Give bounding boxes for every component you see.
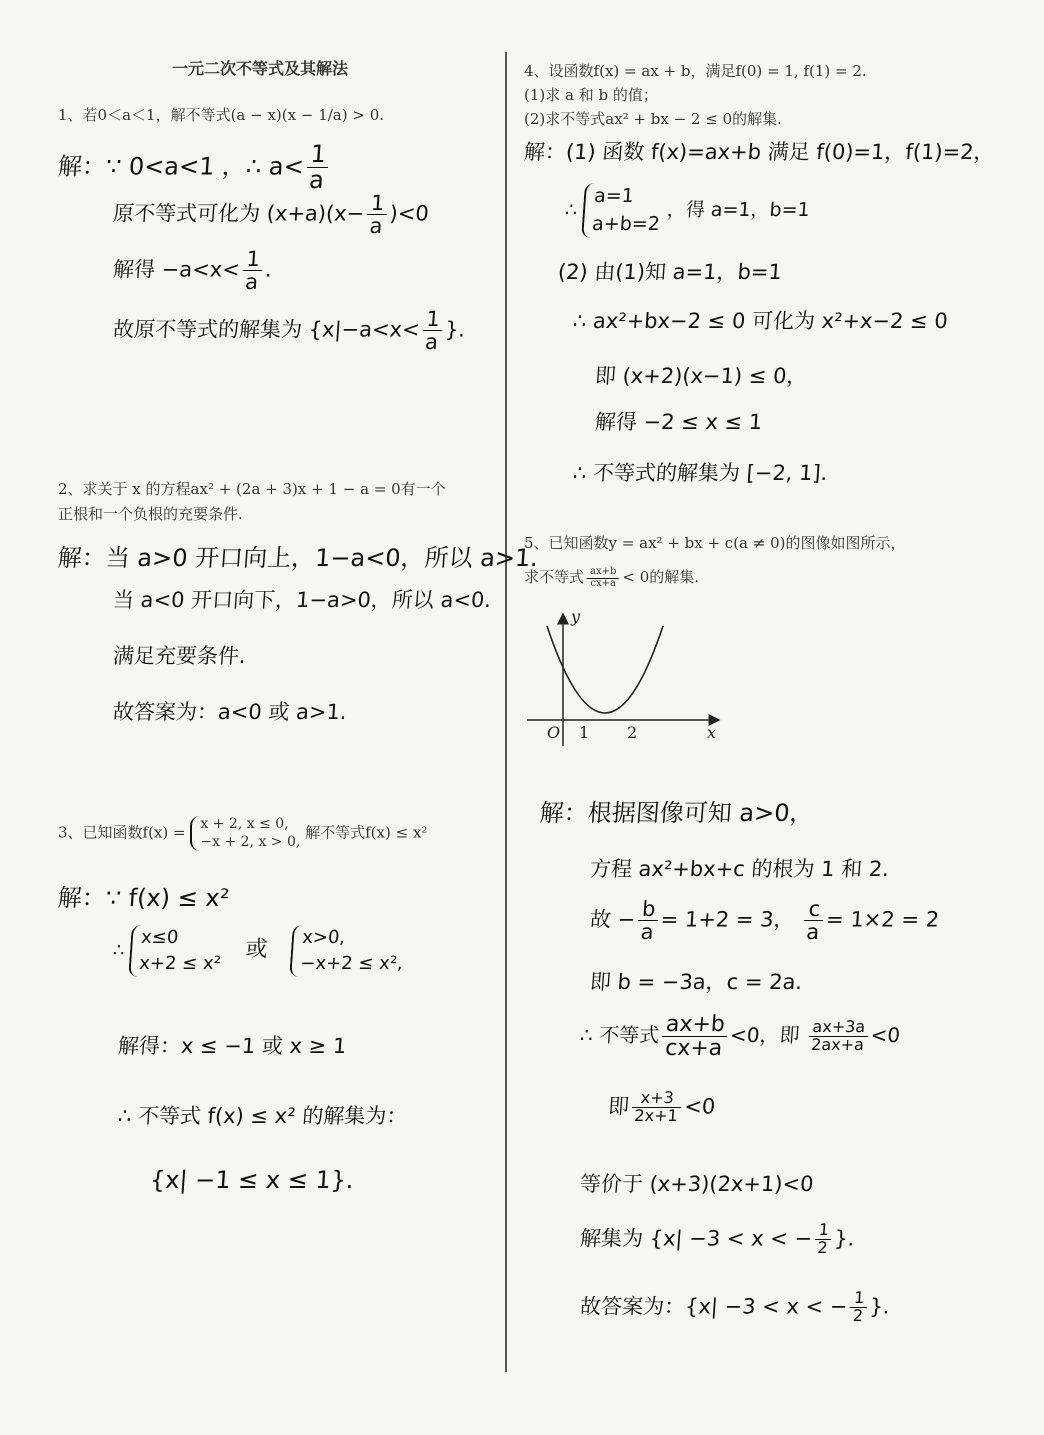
p1-solution-line-2: 原不等式可化为 (x+a)(x− $\frac{1}{a}$ )<0 <box>112 191 430 239</box>
p2-solution-line-2: 当 a<0 开口向下，1−a>0，所以 a<0. <box>112 588 492 612</box>
column-divider <box>505 52 507 1372</box>
parabola-graph <box>523 608 723 748</box>
p2-solution-line-3: 满足充要条件. <box>112 644 247 668</box>
p5-solution-line-4: 即 b = −3a，c = 2a. <box>589 970 803 994</box>
p4-solution-line-6: 解得 −2 ≤ x ≤ 1 <box>594 410 764 434</box>
p3-solution-line-4: ∴ 不等式 f(x) ≤ x² 的解集为： <box>117 1104 409 1128</box>
y-axis-label: y <box>571 608 581 626</box>
p3-solution-line-5: {x| −1 ≤ x ≤ 1}. <box>149 1166 355 1194</box>
problem-2-question-line-2: 正根和一个负根的充要条件. <box>58 505 243 523</box>
p4-solution-line-7: ∴ 不等式的解集为 [−2, 1]. <box>572 461 829 485</box>
problem-5-question-line-1: 5、已知函数y = ax² + bx + c(a ≠ 0)的图像如图所示， <box>524 534 906 552</box>
x-axis-label: x <box>707 723 717 742</box>
problem-1-question: 1、若0＜a＜1，解不等式(a − x)(x − 1/a) > 0. <box>58 106 385 124</box>
p5-solution-line-8: 解集为 {x| −3 < x < − $\frac{1}{2}$ }. <box>579 1220 856 1257</box>
parabola-curve <box>547 626 663 713</box>
p5-solution-line-1: 解：根据图像可知 a>0， <box>538 799 815 827</box>
p5-solution-line-6: 即 $\frac{x+3}{2x+1}$ <0 <box>607 1088 717 1125</box>
origin-label: O <box>547 723 561 742</box>
p5-solution-line-3: 故 − $\frac{b}{a}$ = 1+2 = 3， $\frac{c}{a}$ = 1×2 = 2 <box>589 897 940 945</box>
problem-4-question-line-2: (1)求 a 和 b 的值； <box>524 86 658 104</box>
p4-solution-line-2: ∴ a=1 a+b=2 ，得 a=1，b=1 <box>563 183 811 238</box>
p1-solution-line-4: 故原不等式的解集为 {x|−a<x< $\frac{1}{a}$ }. <box>112 307 466 355</box>
p1-solution-line-1: 解：∵ 0<a<1 ，∴ a< $\frac{1}{a}$ <box>56 142 333 193</box>
p3-solution-line-2: ∴ x≤0 x+2 ≤ x² 或 x>0, −x+2 ≤ x², <box>111 925 405 977</box>
p5-solution-line-9: 故答案为：{x| −3 < x < − $\frac{1}{2}$ }. <box>579 1288 891 1325</box>
p5-solution-line-5: ∴ 不等式 $\frac{ax+b}{cx+a}$ <0，即 $\frac{ax+3a}{2ax+a}$ <0 <box>579 1012 901 1062</box>
p2-solution-line-4: 故答案为：a<0 或 a>1. <box>112 700 348 724</box>
p5-solution-line-2: 方程 ax²+bx+c 的根为 1 和 2. <box>589 857 890 881</box>
p4-solution-line-1: 解：(1) 函数 f(x)=ax+b 满足 f(0)=1，f(1)=2， <box>523 140 996 164</box>
problem-4-question-line-1: 4、设函数f(x) = ax + b，满足f(0) = 1, f(1) = 2. <box>524 62 867 80</box>
p3-solution-line-1: 解：∵ f(x) ≤ x² <box>56 884 231 912</box>
problem-5-question-line-2: 求不等式 $\frac{ax+b}{cx+a}$ < 0的解集. <box>524 566 700 589</box>
p2-solution-line-1: 解：当 a>0 开口向上，1−a<0，所以 a>1. <box>56 544 539 572</box>
page-title: 一元二次不等式及其解法 <box>172 59 349 78</box>
problem-3-question: 3、已知函数f(x) = x + 2, x ≤ 0, −x + 2, x > 0, 解不等式f(x) ≤ x² <box>58 816 428 850</box>
tick-label-2: 2 <box>627 723 638 742</box>
p4-solution-line-4: ∴ ax²+bx−2 ≤ 0 可化为 x²+x−2 ≤ 0 <box>572 309 949 333</box>
tick-label-1: 1 <box>579 723 590 742</box>
p4-solution-line-3: (2) 由(1)知 a=1，b=1 <box>557 260 783 284</box>
p1-solution-line-3: 解得 −a<x< $\frac{1}{a}$ . <box>112 247 273 295</box>
p3-solution-line-3: 解得：x ≤ −1 或 x ≥ 1 <box>117 1034 348 1058</box>
problem-4-question-line-3: (2)求不等式ax² + bx − 2 ≤ 0的解集. <box>524 110 782 128</box>
p4-solution-line-5: 即 (x+2)(x−1) ≤ 0， <box>594 364 809 388</box>
p5-solution-line-7: 等价于 (x+3)(2x+1)<0 <box>579 1172 815 1196</box>
problem-2-question-line-1: 2、求关于 x 的方程ax² + (2a + 3)x + 1 − a = 0有一个 <box>58 480 446 498</box>
